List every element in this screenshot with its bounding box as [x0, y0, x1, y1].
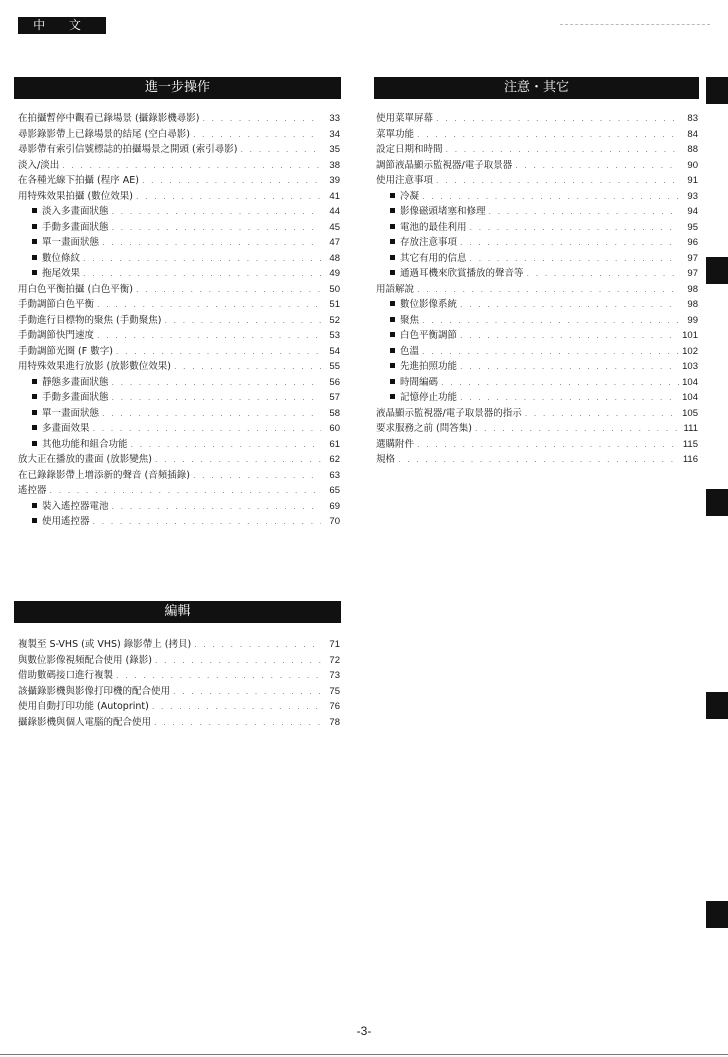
- dot-leader: [112, 204, 321, 220]
- entry-page-number: 49: [329, 268, 340, 279]
- dot-leader: [112, 375, 321, 391]
- entry-title: 單一畫面狀態: [42, 407, 100, 419]
- entry-page-number: 52: [329, 314, 340, 326]
- toc-advanced-operations: [18, 111, 340, 530]
- edge-index-tab: [706, 692, 728, 719]
- dot-leader: [470, 251, 679, 267]
- entry-page-number: 70: [329, 516, 340, 527]
- entry-title: 選購附件: [376, 438, 415, 450]
- toc-entry: [376, 111, 698, 127]
- toc-subentry: [376, 359, 698, 375]
- dot-leader: [102, 406, 321, 422]
- toc-entry: [376, 173, 698, 189]
- toc-entry: [18, 637, 340, 653]
- dot-leader: [93, 514, 321, 530]
- toc-subentry: [376, 235, 698, 251]
- dot-leader: [398, 452, 679, 468]
- toc-subentry: [18, 235, 340, 251]
- entry-page-number: 95: [687, 221, 698, 233]
- dot-leader: [202, 111, 321, 127]
- entry-page-number: 39: [329, 175, 340, 186]
- toc-entry: [18, 359, 340, 375]
- dot-leader: [154, 715, 321, 731]
- entry-page-number: 102: [682, 345, 698, 357]
- toc-subentry: [18, 437, 340, 453]
- edge-index-tab: [706, 257, 728, 284]
- section-header-editing: 編輯: [14, 601, 341, 623]
- entry-page-number: 63: [329, 469, 340, 481]
- entry-title: 手動調節快門速度: [18, 330, 95, 341]
- entry-page-number: 101: [682, 330, 698, 341]
- dot-leader: [441, 375, 679, 391]
- bottom-rule: [0, 1054, 728, 1055]
- toc-entry: [18, 297, 340, 313]
- entry-title: 要求服務之前 (問答集): [376, 423, 472, 434]
- entry-page-number: 73: [329, 670, 340, 681]
- toc-subentry: [18, 204, 340, 220]
- dot-leader: [194, 637, 321, 653]
- entry-title: 白色平衡調節: [400, 330, 458, 341]
- dot-leader: [136, 282, 321, 298]
- dot-leader: [515, 158, 679, 174]
- dot-leader: [97, 328, 321, 344]
- entry-page-number: 76: [329, 701, 340, 712]
- toc-entry: [18, 189, 340, 205]
- dot-leader: [470, 220, 679, 236]
- dot-leader: [50, 483, 321, 499]
- entry-page-number: 105: [682, 407, 698, 419]
- toc-entry: [376, 142, 698, 158]
- entry-title: 手動調節白色平衡: [18, 299, 95, 310]
- entry-page-number: 115: [682, 438, 698, 450]
- entry-page-number: 69: [329, 500, 340, 512]
- entry-title: 先進拍照功能: [400, 361, 458, 372]
- dot-leader: [460, 359, 679, 375]
- entry-title: 手動多畫面狀態: [42, 221, 109, 233]
- dot-leader: [62, 158, 321, 174]
- entry-title: 在已錄錄影帶上增添新的聲音 (音頻插錄): [18, 469, 190, 481]
- entry-page-number: 97: [687, 252, 698, 264]
- entry-page-number: 62: [329, 454, 340, 465]
- dot-leader: [116, 668, 321, 684]
- entry-title: 時間編碼: [400, 376, 439, 388]
- dot-leader: [460, 235, 679, 251]
- entry-page-number: 47: [329, 237, 340, 248]
- toc-subentry: [18, 514, 340, 530]
- toc-entry: [376, 421, 698, 437]
- entry-title: 複製至 S-VHS (或 VHS) 錄影帶上 (拷貝): [18, 639, 192, 650]
- entry-page-number: 116: [682, 454, 698, 465]
- top-rule: [560, 24, 710, 25]
- entry-page-number: 91: [687, 175, 698, 186]
- entry-title: 記憶停止功能: [400, 392, 458, 403]
- toc-subentry: [376, 375, 698, 391]
- toc-entry: [376, 127, 698, 143]
- toc-entry: [18, 158, 340, 174]
- entry-title: 電池的最佳利用: [400, 221, 467, 233]
- edge-index-tab: [706, 489, 728, 516]
- entry-page-number: 58: [329, 407, 340, 419]
- dot-leader: [173, 684, 321, 700]
- toc-subentry: [376, 251, 698, 267]
- entry-page-number: 53: [329, 330, 340, 341]
- toc-subentry: [376, 313, 698, 329]
- dot-leader: [417, 437, 679, 453]
- entry-title: 遙控器: [18, 485, 47, 496]
- entry-title: 在拍攝暫停中觀看已錄場景 (攝錄影機尋影): [18, 113, 200, 124]
- edge-index-tab: [706, 77, 728, 104]
- toc-editing: [18, 637, 340, 730]
- entry-page-number: 61: [329, 438, 340, 450]
- dot-leader: [422, 189, 679, 205]
- entry-page-number: 90: [687, 159, 698, 171]
- toc-subentry: [18, 266, 340, 282]
- entry-title: 色溫: [400, 345, 420, 357]
- toc-entry: [18, 468, 340, 484]
- toc-entry: [18, 313, 340, 329]
- dot-leader: [142, 173, 321, 189]
- toc-entry: [18, 173, 340, 189]
- toc-entry: [18, 282, 340, 298]
- entry-page-number: 38: [329, 159, 340, 171]
- entry-title: 其他功能和組合功能: [42, 438, 128, 450]
- entry-page-number: 51: [329, 299, 340, 310]
- dot-leader: [436, 173, 679, 189]
- entry-page-number: 96: [687, 237, 698, 248]
- language-tab: 中 文: [18, 17, 106, 34]
- dot-leader: [152, 699, 321, 715]
- entry-title: 菜單功能: [376, 128, 415, 140]
- toc-subentry: [18, 406, 340, 422]
- entry-title: 規格: [376, 454, 396, 465]
- toc-subentry: [376, 390, 698, 406]
- entry-page-number: 65: [329, 485, 340, 496]
- entry-title: 存放注意事項: [400, 237, 458, 248]
- entry-title: 手動調節光圈 (F 數字): [18, 345, 113, 357]
- entry-title: 液晶顯示監視器/電子取景器的指示: [376, 407, 522, 419]
- entry-title: 多畫面效果: [42, 423, 90, 434]
- dot-leader: [155, 653, 321, 669]
- entry-page-number: 45: [329, 221, 340, 233]
- dot-leader: [174, 359, 321, 375]
- dot-leader: [193, 127, 321, 143]
- entry-title: 影像磁頭堵塞和修理: [400, 206, 486, 217]
- dot-leader: [97, 297, 321, 313]
- toc-entry: [18, 142, 340, 158]
- toc-entry: [18, 715, 340, 731]
- entry-page-number: 71: [329, 639, 340, 650]
- entry-page-number: 75: [329, 685, 340, 697]
- entry-title: 數位影像系統: [400, 299, 458, 310]
- entry-title: 裝入遙控器電池: [42, 500, 109, 512]
- entry-page-number: 34: [329, 128, 340, 140]
- entry-title: 數位條紋: [42, 252, 81, 264]
- toc-entry: [18, 684, 340, 700]
- dot-leader: [460, 297, 679, 313]
- entry-page-number: 104: [682, 392, 698, 403]
- toc-entry: [18, 344, 340, 360]
- entry-title: 通過耳機來欣賞播放的聲音等: [400, 268, 524, 279]
- entry-title: 調節液晶顯示監視器/電子取景器: [376, 159, 513, 171]
- entry-title: 使用自動打印功能 (Autoprint): [18, 701, 149, 712]
- entry-title: 該攝錄影機與影像打印機的配合使用: [18, 685, 171, 697]
- entry-title: 冷凝: [400, 190, 420, 202]
- toc-entry: [18, 668, 340, 684]
- entry-page-number: 48: [329, 252, 340, 264]
- dot-leader: [489, 204, 679, 220]
- entry-title: 使用遙控器: [42, 516, 90, 527]
- entry-page-number: 98: [687, 283, 698, 295]
- entry-page-number: 93: [687, 190, 698, 202]
- entry-title: 手動進行目標物的聚焦 (手動聚焦): [18, 314, 162, 326]
- toc-subentry: [376, 344, 698, 360]
- toc-entry: [376, 437, 698, 453]
- section-header-advanced-operations: 進一步操作: [14, 77, 341, 99]
- entry-page-number: 97: [687, 268, 698, 279]
- dot-leader: [475, 421, 679, 437]
- entry-title: 使用注意事項: [376, 175, 434, 186]
- dot-leader: [460, 390, 679, 406]
- entry-title: 借助數碼接口進行複製: [18, 670, 114, 681]
- toc-subentry: [376, 220, 698, 236]
- toc-entry: [376, 452, 698, 468]
- dot-leader: [527, 266, 679, 282]
- dot-leader: [136, 189, 321, 205]
- dot-leader: [102, 235, 321, 251]
- entry-page-number: 41: [329, 190, 340, 202]
- entry-page-number: 60: [329, 423, 340, 434]
- entry-page-number: 72: [329, 654, 340, 666]
- dot-leader: [116, 344, 321, 360]
- toc-subentry: [18, 499, 340, 515]
- entry-title: 用特殊效果拍攝 (數位效果): [18, 190, 133, 202]
- dot-leader: [93, 421, 321, 437]
- dot-leader: [83, 251, 321, 267]
- toc-subentry: [18, 220, 340, 236]
- entry-title: 聚焦: [400, 314, 420, 326]
- entry-page-number: 57: [329, 392, 340, 403]
- entry-page-number: 56: [329, 376, 340, 388]
- dot-leader: [112, 390, 321, 406]
- entry-page-number: 84: [687, 128, 698, 140]
- entry-page-number: 50: [329, 283, 340, 295]
- entry-title: 設定日期和時間: [376, 144, 443, 155]
- entry-title: 使用菜單屏幕: [376, 113, 434, 124]
- entry-page-number: 55: [329, 361, 340, 372]
- toc-entry: [376, 282, 698, 298]
- dot-leader: [112, 220, 321, 236]
- toc-subentry: [376, 297, 698, 313]
- entry-page-number: 111: [683, 423, 698, 434]
- toc-entry: [18, 328, 340, 344]
- dot-leader: [525, 406, 679, 422]
- section-header-notes-other: 注意・其它: [374, 77, 699, 99]
- entry-title: 拖尾效果: [42, 268, 81, 279]
- entry-title: 用白色平衡拍攝 (白色平衡): [18, 283, 133, 295]
- entry-title: 攝錄影機與個人電腦的配合使用: [18, 716, 152, 728]
- toc-entry: [18, 483, 340, 499]
- toc-entry: [376, 158, 698, 174]
- toc-entry: [18, 127, 340, 143]
- entry-page-number: 35: [329, 144, 340, 155]
- edge-index-tab: [706, 901, 728, 928]
- page-number: -3-: [356, 1024, 372, 1038]
- dot-leader: [131, 437, 321, 453]
- dot-leader: [436, 111, 679, 127]
- entry-title: 其它有用的信息: [400, 252, 467, 264]
- toc-notes-other: [376, 111, 698, 468]
- toc-subentry: [376, 328, 698, 344]
- entry-page-number: 98: [687, 299, 698, 310]
- toc-entry: [18, 699, 340, 715]
- entry-title: 在各種光線下拍攝 (程序 AE): [18, 175, 139, 186]
- toc-entry: [376, 406, 698, 422]
- entry-page-number: 83: [687, 113, 698, 124]
- dot-leader: [155, 452, 321, 468]
- entry-title: 手動多畫面狀態: [42, 392, 109, 403]
- entry-page-number: 78: [329, 716, 340, 728]
- toc-entry: [18, 653, 340, 669]
- toc-subentry: [376, 189, 698, 205]
- dot-leader: [417, 282, 679, 298]
- entry-page-number: 103: [682, 361, 698, 372]
- entry-page-number: 88: [687, 144, 698, 155]
- entry-page-number: 99: [687, 314, 698, 326]
- dot-leader: [112, 499, 321, 515]
- entry-page-number: 33: [329, 113, 340, 124]
- entry-page-number: 44: [329, 206, 340, 217]
- dot-leader: [83, 266, 321, 282]
- dot-leader: [164, 313, 321, 329]
- dot-leader: [240, 142, 321, 158]
- entry-title: 放大正在播放的畫面 (放影變焦): [18, 454, 152, 465]
- entry-title: 淡入/淡出: [18, 159, 60, 171]
- entry-title: 淡入多畫面狀態: [42, 206, 109, 217]
- dot-leader: [446, 142, 679, 158]
- entry-title: 尋影帶有索引信號標誌的拍攝場景之開頭 (索引尋影): [18, 144, 238, 155]
- entry-title: 靜態多畫面狀態: [42, 376, 109, 388]
- toc-subentry: [18, 251, 340, 267]
- entry-page-number: 104: [682, 376, 698, 388]
- entry-title: 尋影錄影帶上已錄場景的結尾 (空白尋影): [18, 128, 190, 140]
- toc-entry: [18, 452, 340, 468]
- toc-entry: [18, 111, 340, 127]
- toc-subentry: [18, 375, 340, 391]
- toc-subentry: [18, 421, 340, 437]
- dot-leader: [422, 344, 679, 360]
- entry-title: 用特殊效果進行放影 (放影數位效果): [18, 361, 171, 372]
- entry-page-number: 54: [329, 345, 340, 357]
- dot-leader: [417, 127, 679, 143]
- toc-subentry: [376, 266, 698, 282]
- dot-leader: [193, 468, 321, 484]
- entry-title: 與數位影像視頻配合使用 (錄影): [18, 654, 152, 666]
- toc-subentry: [18, 390, 340, 406]
- dot-leader: [460, 328, 679, 344]
- toc-subentry: [376, 204, 698, 220]
- dot-leader: [422, 313, 679, 329]
- entry-title: 單一畫面狀態: [42, 237, 100, 248]
- entry-title: 用語解說: [376, 283, 415, 295]
- entry-page-number: 94: [687, 206, 698, 217]
